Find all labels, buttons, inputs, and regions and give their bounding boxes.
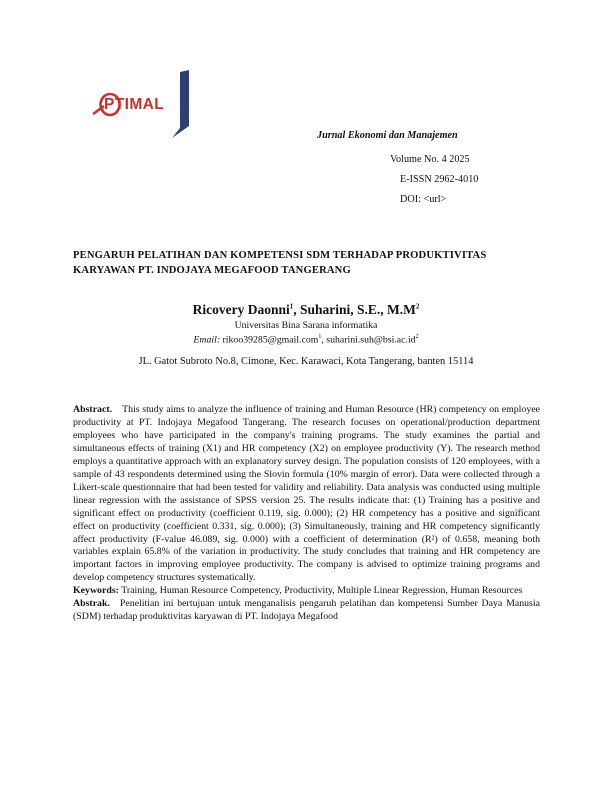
- author-separator: ,: [293, 302, 300, 317]
- keywords-paragraph: [73, 585, 540, 598]
- title-line-1: PENGARUH PELATIHAN DAN KOMPETENSI SDM TERHADAP PRODUKTIVITAS: [73, 250, 487, 261]
- author-1: Ricovery Daonni: [192, 302, 290, 317]
- abstract-text: This study aims to analyze the influence of training and Human Resource (HR) competency on employee productivity at PT. Indojaya Megafood Tangerang. The research focuses on operational/production department employees who have participated in the company's training programs. The study examines the partial and simultaneous effects of training (X1) and HR competency (X2) on employee productivity (Y). The research method employs a quantitative approach with an explanatory survey design. The population consists of 120 employees, with a sample of 43 respondents determined using the Slovin formula (10% margin of error). Data were collected through a Likert-scale questionnaire that had been tested for validity and reliability. Data analysis was conducted using multiple linear regression with the assistance of SPSS version 25. The results indicate that: (1) Training has a positive and significant effect on productivity (coefficient 0.119, sig. 0.000); (2) HR competency has a positive and significant effect on productivity (coefficient 0.331, sig. 0.000); (3) Simultaneously, training and HR competency significantly affect productivity (F-value 46.089, sig. 0.000) with a coefficient of determination (R²) of 0.658, meaning both variables explain 65.8% of the variation in productivity. The study concludes that training and HR competency are important factors in improving employee productivity. The company is advised to optimize training programs and develop competency structures systematically.: [73, 404, 540, 584]
- journal-doi: DOI: <url>: [400, 194, 447, 205]
- address: JL. Gatot Subroto No.8, Cimone, Kec. Karawaci, Kota Tangerang, banten 15114: [138, 356, 474, 367]
- authors: [0, 302, 612, 318]
- author-2: Suharini, S.E., M.M: [299, 302, 416, 317]
- abstract-paragraph: [73, 404, 540, 585]
- logo-wordmark: PTIMAL: [104, 96, 165, 113]
- journal-name: Jurnal Ekonomi dan Manajemen: [317, 130, 458, 141]
- email-2-sup: 2: [415, 334, 419, 340]
- author-2-sup: 2: [415, 302, 420, 311]
- title-line-2: KARYAWAN PT. INDOJAYA MEGAFOOD TANGERANG: [73, 265, 351, 276]
- email-separator: ,: [321, 334, 327, 346]
- abstrak-label: Abstrak.: [73, 598, 110, 610]
- email-1-sup: 1: [318, 334, 322, 340]
- abstrak-text: Penelitian ini bertujuan untuk menganalisis pengaruh pelatihan dan kompetensi Sumber Daya Manusia (SDM) terhadap produktivitas karyawan di PT. Indojaya Megafood: [73, 598, 540, 623]
- author-1-sup: 1: [289, 302, 294, 311]
- email-2[interactable]: suharini.suh@bsi.ac.id: [326, 334, 416, 346]
- abstrak-paragraph: [73, 598, 540, 624]
- email-label: Email:: [193, 334, 221, 346]
- abstract-section: [73, 404, 540, 624]
- email-line: [0, 334, 612, 345]
- logo-stripe: [172, 70, 189, 138]
- keywords-text: Training, Human Resource Competency, Productivity, Multiple Linear Regression, Human Resources: [121, 585, 523, 597]
- abstract-label: Abstract.: [73, 404, 113, 415]
- paper-title: [73, 248, 543, 278]
- journal-issn: E-ISSN 2962-4010: [400, 174, 479, 185]
- email-1[interactable]: rikoo39285@gmail.com: [220, 334, 319, 346]
- journal-volume: Volume No. 4 2025: [390, 154, 470, 165]
- affiliation: Universitas Bina Sarana informatika: [234, 320, 378, 331]
- keywords-label: Keywords:: [73, 585, 119, 597]
